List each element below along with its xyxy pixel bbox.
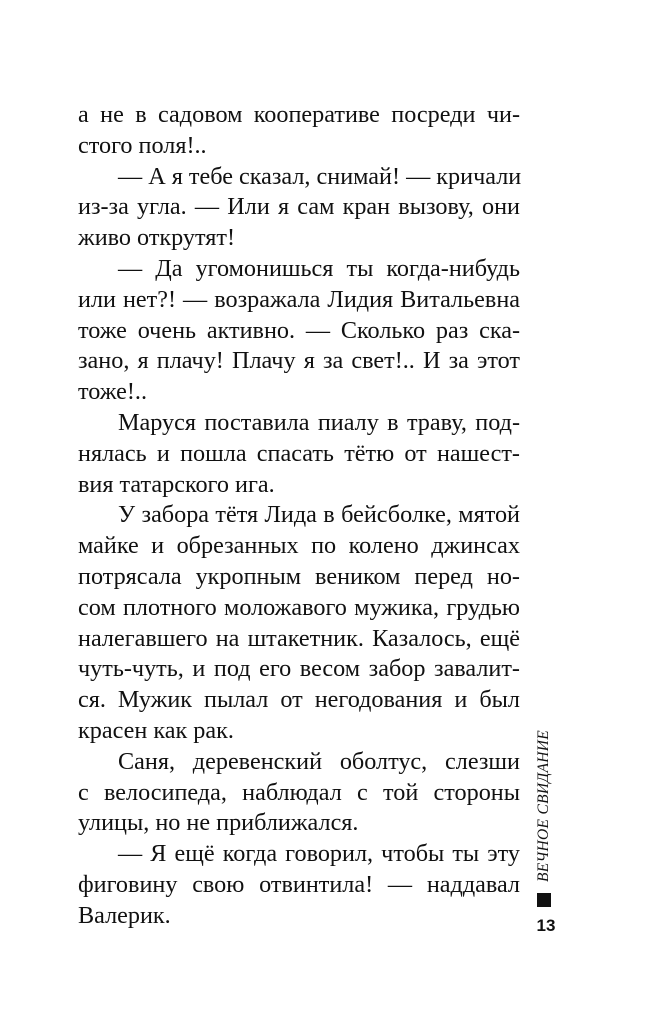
text-line: красен как рак. xyxy=(78,716,234,744)
text-line: живо открутят! xyxy=(78,224,236,252)
text-line: налегавшего на штакетник. Казалось, ещё xyxy=(78,624,520,652)
text-line: или нет?! — возражала Лидия Витальевна xyxy=(78,285,520,313)
text-line: из-за угла. — Или я сам кран вызову, они xyxy=(78,193,520,221)
text-line: — Да угомонишься ты когда-нибудь xyxy=(118,254,520,282)
page-marker-square xyxy=(537,893,551,907)
text-line: Маруся поставила пиалу в траву, под- xyxy=(118,408,520,436)
text-line: фиговину свою отвинтила! — наддавал xyxy=(78,870,520,898)
text-line: а не в садовом кооперативе посреди чи- xyxy=(78,101,520,128)
page-number: 13 xyxy=(536,916,556,935)
page-body-text xyxy=(78,100,520,932)
text-line: зано, я плачу! Плачу я за свет!.. И за этот xyxy=(78,347,520,375)
text-line: — А я тебе сказал, снимай! — кричали xyxy=(118,162,522,190)
text-line: потрясала укропным веником перед но- xyxy=(78,562,520,590)
text-line: Валерик. xyxy=(78,901,171,929)
text-line: с велосипеда, наблюдал с той стороны xyxy=(78,778,520,806)
text-line: улицы, но не приближался. xyxy=(78,809,359,837)
text-line: сом плотного моложавого мужика, грудью xyxy=(78,593,520,621)
text-line: тоже очень активно. — Сколько раз ска- xyxy=(78,316,520,344)
text-line: стого поля!.. xyxy=(78,131,207,159)
text-line: ся. Мужик пылал от негодования и был xyxy=(78,686,520,714)
text-line: тоже!.. xyxy=(78,378,148,406)
text-line: майке и обрезанных по колено джинсах xyxy=(78,532,520,560)
text-line: Саня, деревенский оболтус, слезши xyxy=(118,747,520,775)
text-line: нялась и пошла спасать тётю от нашест- xyxy=(78,439,520,467)
running-title: ВЕЧНОЕ СВИДАНИЕ xyxy=(535,729,552,882)
text-line: вия татарского ига. xyxy=(78,470,275,498)
text-line: — Я ещё когда говорил, чтобы ты эту xyxy=(118,840,520,868)
text-line: У забора тётя Лида в бейсболке, мятой xyxy=(118,501,520,529)
text-line: чуть-чуть, и под его весом забор завалит- xyxy=(78,655,520,683)
